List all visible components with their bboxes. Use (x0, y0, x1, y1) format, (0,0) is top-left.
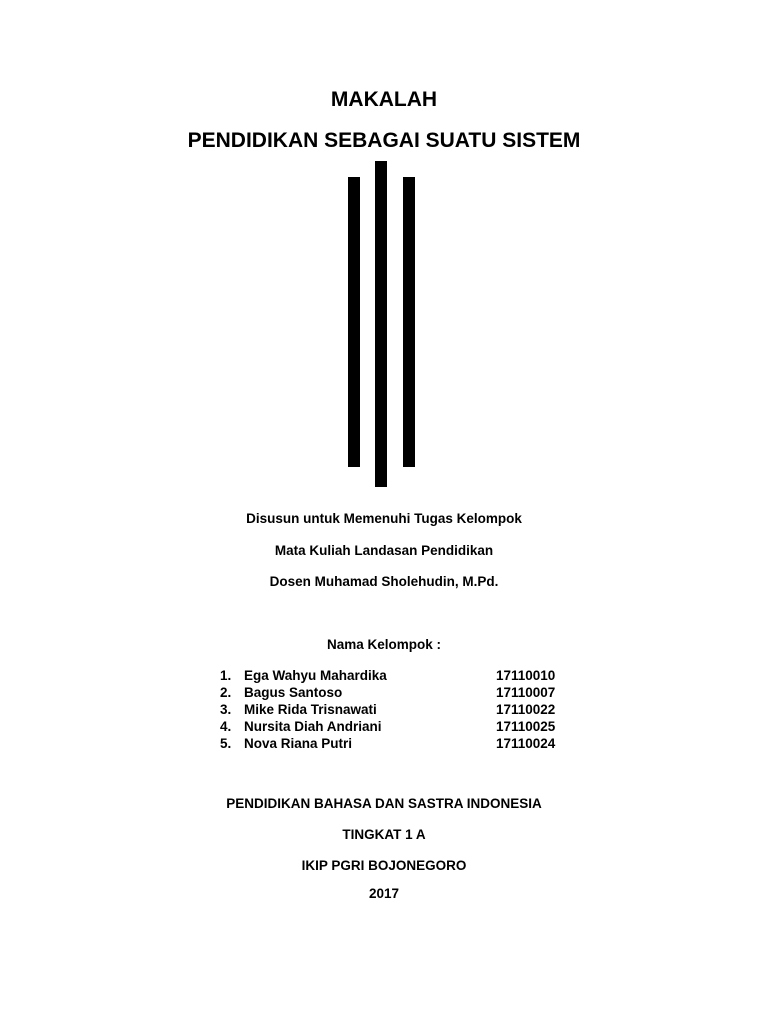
member-name: Bagus Santoso (244, 685, 343, 700)
lecturer-line: Dosen Muhamad Sholehudin, M.Pd. (269, 574, 499, 589)
document-title: MAKALAH (330, 88, 438, 111)
member-id: 17110007 (496, 685, 556, 700)
document-subtitle: PENDIDIKAN SEBAGAI SUATU SISTEM (187, 129, 581, 152)
member-number: 1. (220, 668, 232, 683)
course-line: Mata Kuliah Landasan Pendidikan (274, 543, 494, 558)
study-program: PENDIDIKAN BAHASA DAN SASTRA INDONESIA (226, 796, 542, 811)
member-id: 17110024 (496, 736, 556, 751)
list-item (220, 735, 580, 752)
member-name: Mike Rida Trisnawati (244, 702, 377, 717)
member-name: Nova Riana Putri (244, 736, 353, 751)
group-heading: Nama Kelompok : (326, 637, 442, 652)
member-number: 2. (220, 685, 232, 700)
list-item (220, 718, 580, 735)
logo-bar-left (348, 177, 360, 467)
member-id: 17110010 (496, 668, 556, 683)
list-item (220, 701, 580, 718)
member-name: Ega Wahyu Mahardika (244, 668, 387, 683)
list-item (220, 667, 580, 684)
member-number: 4. (220, 719, 232, 734)
member-id: 17110025 (496, 719, 556, 734)
member-list (220, 667, 580, 752)
class-level: TINGKAT 1 A (342, 827, 426, 842)
logo-bar-center (375, 161, 387, 487)
logo-bar-right (403, 177, 415, 467)
purpose-line-1: Disusun untuk Memenuhi Tugas Kelompok (246, 511, 522, 526)
year: 2017 (368, 886, 400, 901)
member-id: 17110022 (496, 702, 556, 717)
institution-name: IKIP PGRI BOJONEGORO (301, 858, 467, 873)
member-number: 5. (220, 736, 232, 751)
list-item (220, 684, 580, 701)
member-name: Nursita Diah Andriani (244, 719, 382, 734)
member-number: 3. (220, 702, 232, 717)
